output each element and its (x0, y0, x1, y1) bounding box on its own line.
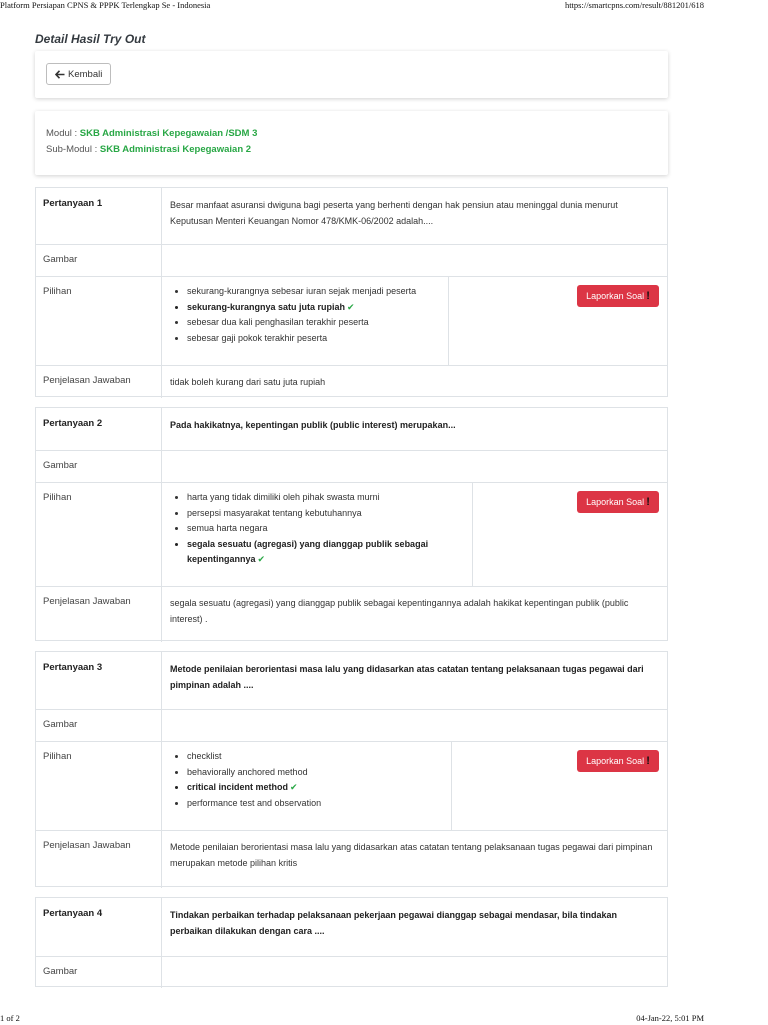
modul-value: SKB Administrasi Kepegawaian /SDM 3 (79, 128, 258, 139)
modul-line (46, 128, 257, 139)
options-list (163, 741, 451, 811)
question-card-3 (35, 651, 668, 887)
image-row (36, 244, 667, 277)
question-row (36, 408, 667, 451)
modul-label: Modul : (46, 128, 78, 139)
image-row (36, 450, 667, 483)
image-label: Gambar (36, 450, 162, 482)
options-list (163, 276, 448, 346)
exclamation-icon: ! (646, 755, 650, 767)
back-card (35, 51, 668, 98)
submodul-label: Sub-Modul : (46, 144, 98, 155)
question-label: Pertanyaan 3 (36, 652, 162, 709)
explanation-label: Penjelasan Jawaban (36, 830, 162, 888)
option-text: sekurang-kurangnya satu juta rupiah (187, 301, 346, 312)
checkmark-icon: ✔ (290, 782, 298, 793)
explanation-text: segala sesuatu (agregasi) yang dianggap publik sebagai kepentingannya adalah hakikat kepentingan publik (public interest) . (170, 598, 629, 624)
question-card-1 (35, 187, 668, 397)
print-header-title: Platform Persiapan CPNS & PPPK Terlengkap Se - Indonesia (0, 0, 211, 10)
back-button[interactable] (46, 63, 111, 85)
question-label: Pertanyaan 4 (36, 898, 162, 956)
exclamation-icon: ! (646, 496, 650, 508)
print-timestamp: 04-Jan-22, 5:01 PM (636, 1013, 704, 1023)
option-item: • sekurang-kurangnya sebesar iuran sejak menjadi peserta (187, 284, 448, 300)
question-row (36, 652, 667, 710)
report-button-label: Laporkan Soal (586, 756, 645, 766)
question-card-4 (35, 897, 668, 987)
options-label: Pilihan (36, 741, 162, 830)
options-cell (163, 276, 449, 365)
options-row (36, 482, 667, 587)
options-list (163, 482, 472, 568)
print-header-url: https://smartcpns.com/result/881201/618 (564, 0, 704, 10)
print-footer (0, 1013, 768, 1025)
submodul-line (46, 144, 251, 155)
modul-card (35, 111, 668, 175)
question-text: Pada hakikatnya, kepentingan publik (public interest) merupakan... (170, 420, 456, 430)
back-button-label: Kembali (68, 68, 103, 80)
explanation-text: tidak boleh kurang dari satu juta rupiah (170, 377, 326, 387)
explanation-label: Penjelasan Jawaban (36, 586, 162, 642)
options-cell (163, 482, 473, 586)
explanation-row (36, 830, 667, 888)
exclamation-icon: ! (646, 290, 650, 302)
option-item: • semua harta negara (187, 521, 452, 537)
option-item: • performance test and observation (187, 796, 451, 812)
option-item: • sebesar gaji pokok terakhir peserta (187, 331, 448, 347)
question-row (36, 898, 667, 957)
image-label: Gambar (36, 244, 162, 276)
question-text: Metode penilaian berorientasi masa lalu yang didasarkan atas catatan tentang pelaksanaan tugas pegawai dari pimpinan adalah .... (170, 664, 644, 690)
checkmark-icon: ✔ (257, 554, 266, 565)
question-label: Pertanyaan 2 (36, 408, 162, 450)
image-label: Gambar (36, 956, 162, 988)
checkmark-icon: ✔ (347, 301, 355, 312)
question-text: Besar manfaat asuransi dwiguna bagi peserta yang berhenti dengan hak pensiun atau meninggal dunia menurut Keputusan Menteri Keuangan Nomor 478/KMK-06/2002 adalah.... (170, 200, 618, 226)
explanation-label: Penjelasan Jawaban (36, 365, 162, 398)
report-button[interactable] (577, 491, 659, 513)
question-label: Pertanyaan 1 (36, 188, 162, 244)
report-button[interactable] (577, 285, 659, 307)
question-row (36, 188, 667, 245)
question-text: Tindakan perbaikan terhadap pelaksanaan pekerjaan pegawai dianggap sebagai mendasar, bila tindakan perbaikan dilakukan dengan cara .... (170, 910, 617, 936)
report-button-label: Laporkan Soal (586, 291, 645, 301)
print-header (0, 0, 768, 12)
report-button[interactable] (577, 750, 659, 772)
explanation-row (36, 586, 667, 642)
option-item: • sebesar dua kali penghasilan terakhir peserta (187, 315, 448, 331)
options-row (36, 741, 667, 831)
option-item: • checklist (187, 749, 451, 765)
submodul-value: SKB Administrasi Kepegawaian 2 (99, 144, 252, 155)
options-cell (163, 741, 452, 830)
option-item: • harta yang tidak dimiliki oleh pihak swasta murni (187, 490, 452, 506)
option-text: segala sesuatu (agregasi) yang dianggap publik sebagai kepentingannya (187, 538, 429, 565)
image-row (36, 956, 667, 988)
image-row (36, 709, 667, 742)
option-item: • persepsi masyarakat tentang kebutuhannya (187, 506, 452, 522)
page-count: 1 of 2 (0, 1013, 20, 1023)
image-label: Gambar (36, 709, 162, 741)
page-title: Detail Hasil Try Out (35, 32, 146, 46)
arrow-left-icon (55, 70, 65, 79)
options-label: Pilihan (36, 276, 162, 365)
explanation-row (36, 365, 667, 398)
options-row (36, 276, 667, 366)
option-item-correct (187, 537, 452, 568)
option-text: critical incident method (187, 782, 289, 793)
report-button-label: Laporkan Soal (586, 497, 645, 507)
option-item: • behaviorally anchored method (187, 765, 451, 781)
options-label: Pilihan (36, 482, 162, 586)
explanation-text: Metode penilaian berorientasi masa lalu yang didasarkan atas catatan tentang pelaksanaan tugas pegawai dari pimpinan merupakan metode pilihan kritis (170, 842, 653, 868)
option-item-correct (187, 780, 451, 796)
question-card-2 (35, 407, 668, 641)
option-item-correct (187, 300, 448, 316)
